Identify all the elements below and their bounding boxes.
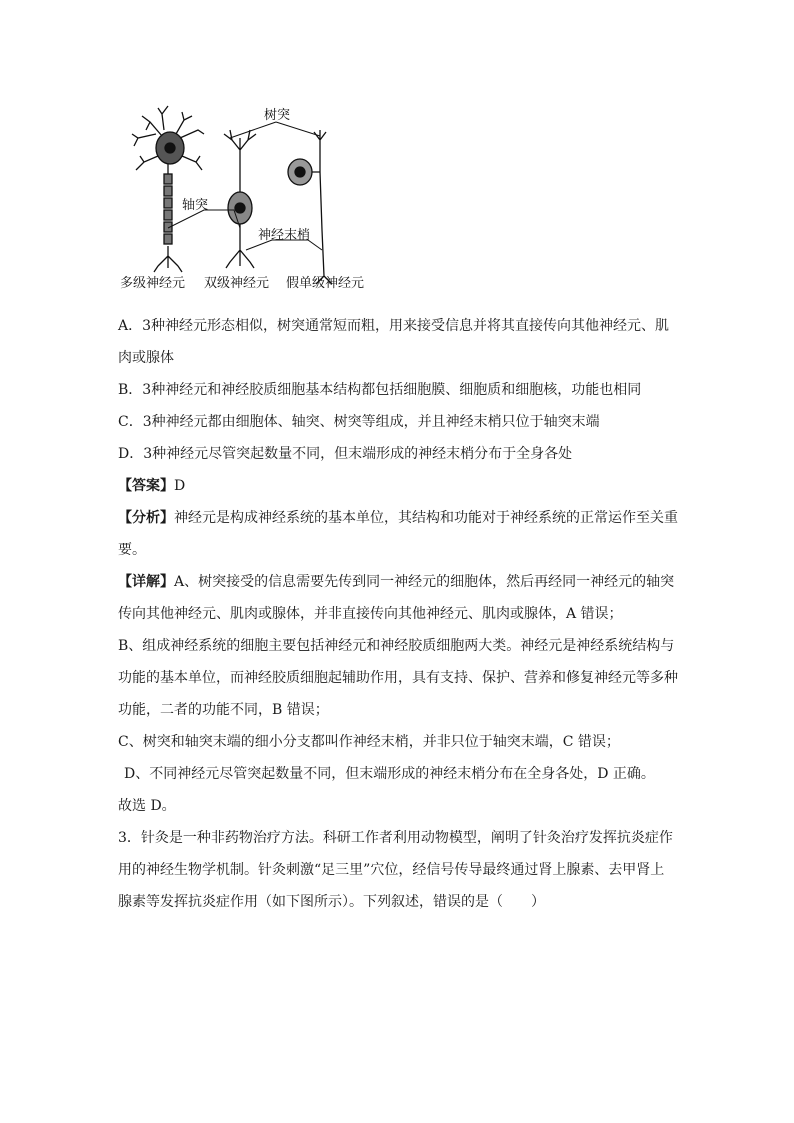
- label-pseudounipolar: 假单级神经元: [286, 276, 365, 291]
- detail-text: A、树突接受的信息需要先传到同一神经元的细胞体，然后再经同一神经元的轴突: [174, 574, 675, 590]
- analysis-text: 神经元是构成神经系统的基本单位，其结构和功能对于神经系统的正常运作至关重: [174, 510, 678, 526]
- option-d: D．3种神经元尽管突起数量不同，但末端形成的神经末梢分布于全身各处: [118, 446, 573, 462]
- label-bipolar: 双级神经元: [204, 276, 270, 291]
- answer-line: [118, 470, 688, 502]
- detail-line2: 传向其他神经元、肌肉或腺体，并非直接传向其他神经元、肌肉或腺体，A 错误；: [118, 606, 623, 622]
- detail-label: 【详解】: [118, 574, 174, 590]
- answer-label: 【答案】: [118, 478, 174, 494]
- detail-line8: 故选 D。: [118, 798, 176, 814]
- label-dendrite: 树突: [264, 108, 291, 123]
- detail-line7: D、不同神经元尽管突起数量不同，但末端形成的神经末梢分布在全身各处，D 正确。: [124, 766, 655, 782]
- detail-line6: C、树突和轴突末端的细小分支都叫作神经末梢，并非只位于轴突末端，C 错误；: [118, 734, 620, 750]
- analysis-line2: 要。: [118, 542, 146, 558]
- pseudounipolar-neuron: [288, 130, 332, 284]
- detail-line5: 功能，二者的功能不同，B 错误；: [118, 702, 329, 718]
- bipolar-neuron: [224, 130, 256, 268]
- multipolar-neuron: [132, 106, 204, 272]
- neuron-figure: [112, 100, 392, 300]
- option-a-line2: 肉或腺体: [118, 350, 174, 366]
- detail-line4: 功能的基本单位，而神经胶质细胞起辅助作用，具有支持、保护、营养和修复神经元等多种: [118, 670, 678, 686]
- answer-value: D: [174, 478, 186, 494]
- label-nerve-terminal: 神经末梢: [258, 228, 311, 243]
- analysis-line1: [118, 502, 688, 534]
- question3-line1: 3．针灸是一种非药物治疗方法。科研工作者利用动物模型，阐明了针灸治疗发挥抗炎症作: [118, 830, 673, 846]
- document-body: [118, 310, 688, 918]
- label-axon: 轴突: [182, 198, 209, 213]
- label-multipolar: 多级神经元: [120, 276, 186, 291]
- detail-line3: B、组成神经系统的细胞主要包括神经元和神经胶质细胞两大类。神经元是神经系统结构与: [118, 638, 675, 654]
- neuron-diagram: [112, 100, 392, 300]
- analysis-label: 【分析】: [118, 510, 174, 526]
- option-c: C．3种神经元都由细胞体、轴突、树突等组成，并且神经末梢只位于轴突末端: [118, 414, 600, 430]
- option-b: B．3种神经元和神经胶质细胞基本结构都包括细胞膜、细胞质和细胞核，功能也相同: [118, 382, 642, 398]
- question3-line2: 用的神经生物学机制。针灸刺激“足三里”穴位，经信号传导最终通过肾上腺素、去甲肾上: [118, 862, 665, 878]
- option-a-line1: A．3种神经元形态相似，树突通常短而粗，用来接受信息并将其直接传向其他神经元、肌: [118, 318, 670, 334]
- question3-line3: 腺素等发挥抗炎症作用（如下图所示）。下列叙述，错误的是（ ）: [118, 894, 545, 910]
- detail-line1: [118, 566, 688, 598]
